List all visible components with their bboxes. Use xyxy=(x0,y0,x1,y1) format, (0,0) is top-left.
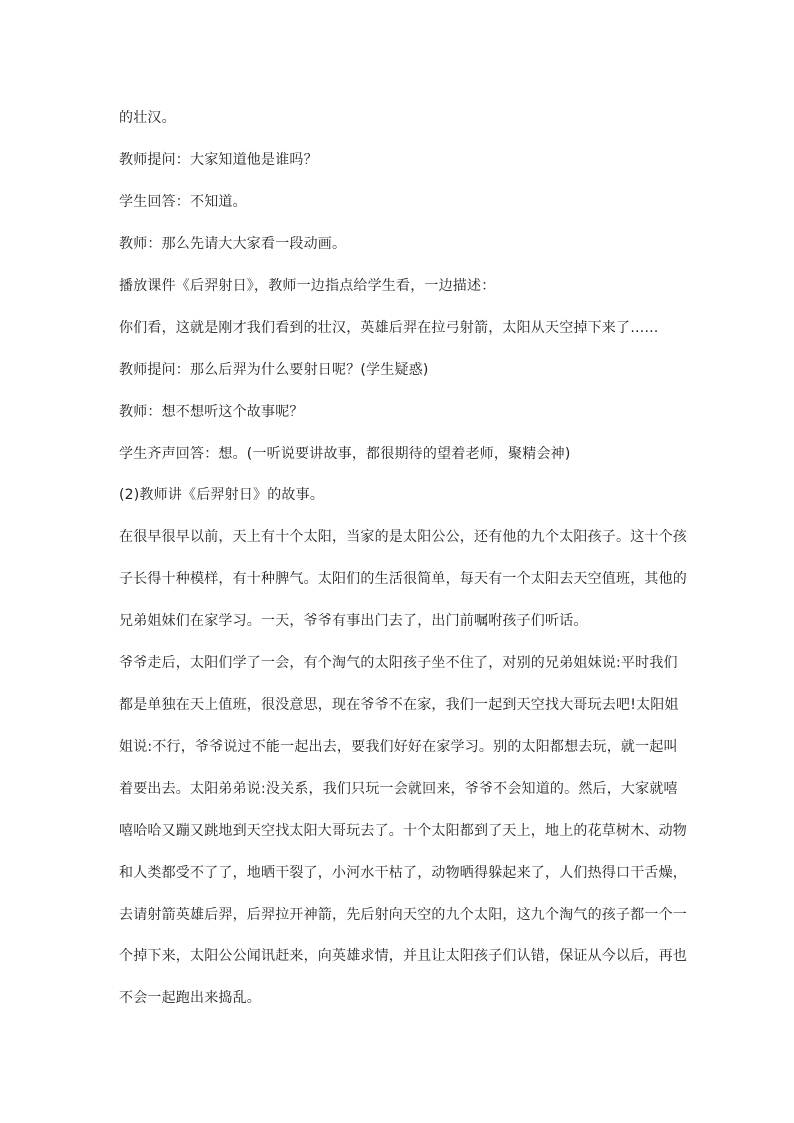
text-line: 个掉下来，太阳公公闻讯赶来，向英雄求情，并且让太阳孩子们认错，保证从今以后，再也 xyxy=(119,948,687,964)
text-line: 子长得十种模样，有十种脾气。太阳们的生活很简单，每天有一个太阳去天空值班，其他的 xyxy=(119,571,687,587)
text-line: 学生齐声回答：想。(一听说要讲故事，都很期待的望着老师，聚精会神) xyxy=(119,446,571,462)
text-line: 你们看，这就是刚才我们看到的壮汉，英雄后羿在拉弓射箭，太阳从天空掉下来了…… xyxy=(119,320,659,336)
text-line: 嘻哈哈又蹦又跳地到天空找太阳大哥玩去了。十个太阳都到了天上，地上的花草树木、动物 xyxy=(119,823,687,839)
text-line: 姐说:不行，爷爷说过不能一起出去，要我们好好在家学习。别的太阳都想去玩，就一起叫 xyxy=(119,739,678,755)
text-line: 教师：那么先请大大家看一段动画。 xyxy=(119,236,347,252)
text-line: 和人类都受不了了，地晒干裂了，小河水干枯了，动物晒得躲起来了，人们热得口干舌燥， xyxy=(119,865,687,881)
text-line: 都是单独在天上值班，很没意思，现在爷爷不在家，我们一起到天空找大哥玩去吧!太阳姐 xyxy=(119,697,679,713)
text-line: 不会一起跑出来捣乱。 xyxy=(119,990,261,1006)
text-line: 教师提问：那么后羿为什么要射日呢？(学生疑惑) xyxy=(119,362,429,378)
text-line: 播放课件《后羿射日》，教师一边指点给学生看，一边描述： xyxy=(119,278,496,294)
text-line: 兄弟姐妹们在家学习。一天，爷爷有事出门去了，出门前嘱咐孩子们听话。 xyxy=(119,613,588,629)
text-line: 学生回答：不知道。 xyxy=(119,194,247,210)
text-line: 在很早很早以前，天上有十个太阳，当家的是太阳公公，还有他的九个太阳孩子。这十个孩 xyxy=(119,529,687,545)
text-line: 去请射箭英雄后羿，后羿拉开神箭，先后射向天空的九个太阳，这九个淘气的孩子都一个一 xyxy=(119,907,687,923)
text-line: 的壮汉。 xyxy=(119,110,176,126)
text-line: 爷爷走后，太阳们学了一会，有个淘气的太阳孩子坐不住了，对别的兄弟姐妹说:平时我们 xyxy=(119,655,678,671)
section-heading: (2)教师讲《后羿射日》的故事。 xyxy=(119,487,325,503)
text-line: 教师：想不想听这个故事呢？ xyxy=(119,404,304,420)
text-line: 教师提问：大家知道他是谁吗？ xyxy=(119,152,318,168)
text-line: 着要出去。太阳弟弟说:没关系，我们只玩一会就回来，爷爷不会知道的。然后，大家就嘻 xyxy=(119,781,678,797)
